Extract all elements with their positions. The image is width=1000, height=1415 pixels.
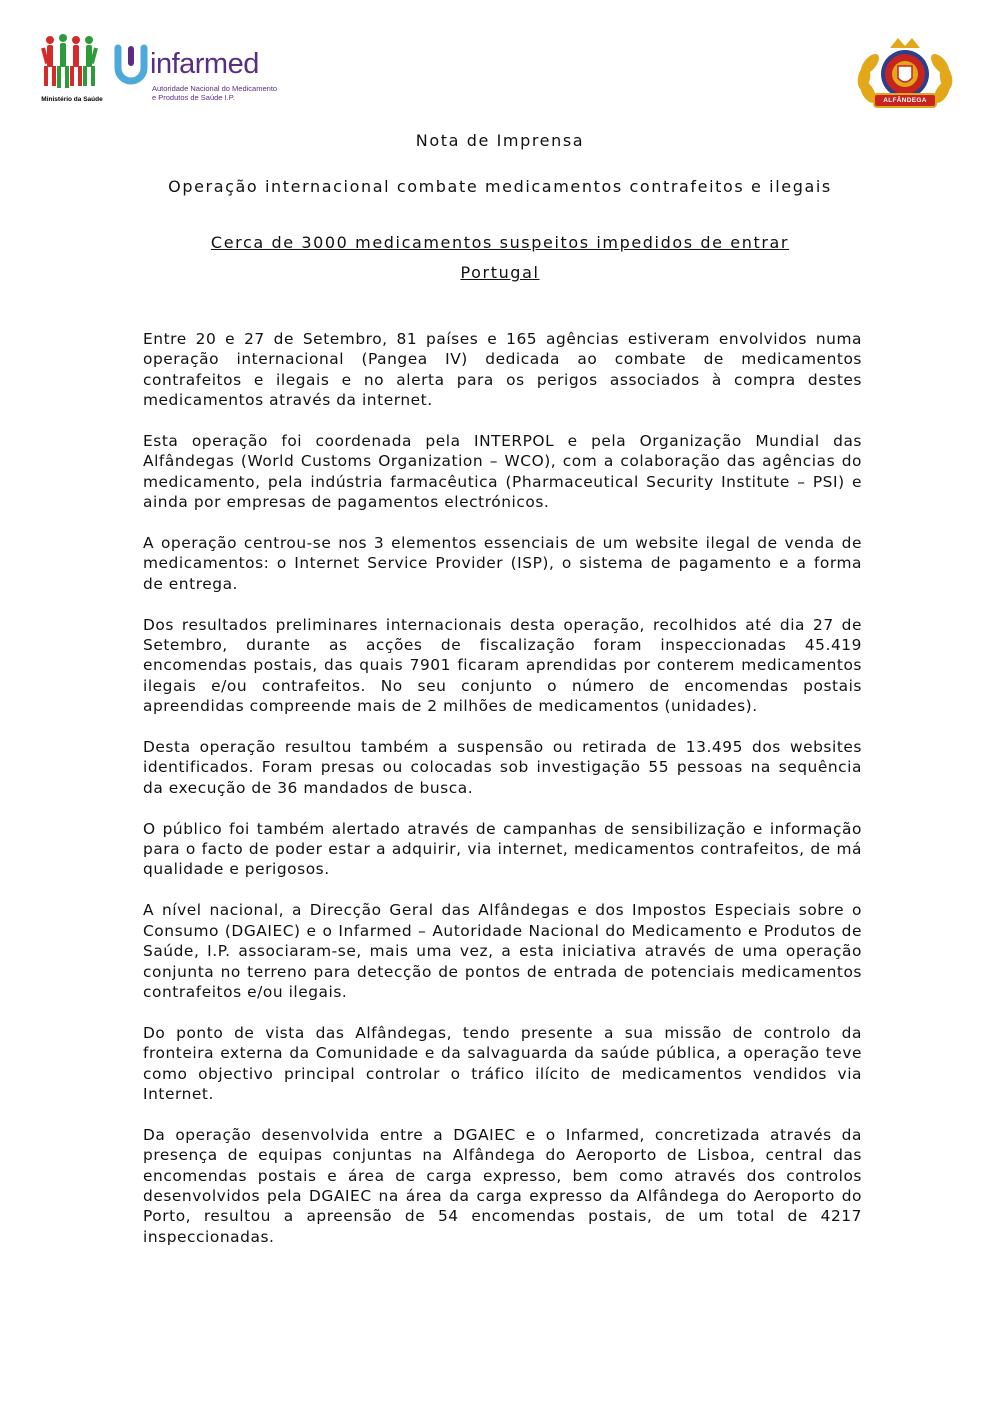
infarmed-wordmark: infarmed [150, 48, 259, 80]
paragraph: A nível nacional, a Direcção Geral das Alfândegas e dos Impostos Especiais sobre o Consumo (DGAIEC) e o Infarmed – Autoridade Nacional do Medicamento e Produtos de Saúde, I.P. associaram-se, mais uma vez, a esta iniciativa através de uma operação conjunta no terreno para detecção de pontos de entrada de potenciais medicamentos contrafeitos e/ou ilegais. [143, 901, 862, 1001]
subheadline-line1: Cerca de 3000 medicamentos suspeitos impedidos de entrar [210, 233, 790, 252]
paragraph: Da operação desenvolvida entre a DGAIEC e o Infarmed, concretizada através da presença de equipas conjuntas na Alfândega do Aeroporto de Lisboa, central das encomendas postais e área de carga expresso, bem como através dos controlos desenvolvidos pela DGAIEC na área da carga expresso da Alfândega do Aeroporto do Porto, resultou a apreensão de 54 encomendas postais, de um total de 4217 inspeccionadas. [143, 1125, 862, 1246]
infarmed-drop-icon [112, 44, 150, 88]
paragraph: Desta operação resultou também a suspensão ou retirada de 13.495 dos websites identificados. Foram presas ou colocadas sob investigação 55 pessoas na sequência da execução de 36 mandados de busca. [143, 738, 862, 797]
infarmed-subtitle-line1: Autoridade Nacional do Medicamento [152, 84, 278, 93]
headline: Operação internacional combate medicamentos contrafeitos e ilegais [168, 177, 832, 196]
alfandega-label: ALFÂNDEGA [883, 97, 927, 104]
infarmed-subtitle-line2: e Produtos de Saúde I.P. [152, 93, 235, 102]
infarmed-logo [112, 42, 292, 114]
alfandega-logo [850, 34, 960, 120]
paragraph: Entre 20 e 27 de Setembro, 81 países e 165 agências estiveram envolvidos numa operação internacional (Pangea IV) dedicada ao combate de medicamentos contrafeitos e ilegais e no alerta para os perigos associados à compra destes medicamentos através da internet. [143, 330, 862, 410]
ministerio-saude-figures-icon [36, 32, 108, 96]
paragraph: A operação centrou-se nos 3 elementos essenciais de um website ilegal de venda de medicamentos: o Internet Service Provider (ISP), o sistema de pagamento e a forma de entrega. [143, 534, 862, 593]
press-release-kicker: Nota de Imprensa [415, 131, 585, 150]
subheadline [0, 228, 1000, 288]
ministerio-saude-logo [36, 32, 108, 112]
paragraph: Do ponto de vista das Alfândegas, tendo presente a sua missão de controlo da fronteira externa da Comunidade e da salvaguarda da saúde pública, a operação teve como objectivo principal controlar o tráfico ilícito de medicamentos vendidos via Internet. [143, 1023, 862, 1103]
paragraph: O público foi também alertado através de campanhas de sensibilização e informação para o facto de poder estar a adquirir, via internet, medicamentos contrafeitos, de má qualidade e perigosos. [143, 819, 862, 879]
alfandega-emblem-icon [850, 34, 960, 120]
infarmed-subtitle [152, 84, 292, 102]
paragraph: Dos resultados preliminares internacionais desta operação, recolhidos até dia 27 de Setembro, durante as acções de fiscalização foram inspeccionadas 45.419 encomendas postais, das quais 7901 ficaram aprendidas por conterem medicamentos ilegais e/ou contrafeitos. No seu conjunto o número de encomendas postais apreendidas compreende mais de 2 milhões de medicamentos (unidades). [143, 615, 862, 716]
ministerio-saude-label: Ministério da Saúde [41, 96, 103, 103]
subheadline-line2: Portugal [460, 263, 540, 282]
body-text [143, 329, 862, 1268]
paragraph: Esta operação foi coordenada pela INTERPOL e pela Organização Mundial das Alfândegas (World Customs Organization – WCO), com a colaboração das agências do medicamento, pela indústria farmacêutica (Pharmaceutical Security Institute – PSI) e ainda por empresas de pagamentos electrónicos. [143, 432, 862, 512]
